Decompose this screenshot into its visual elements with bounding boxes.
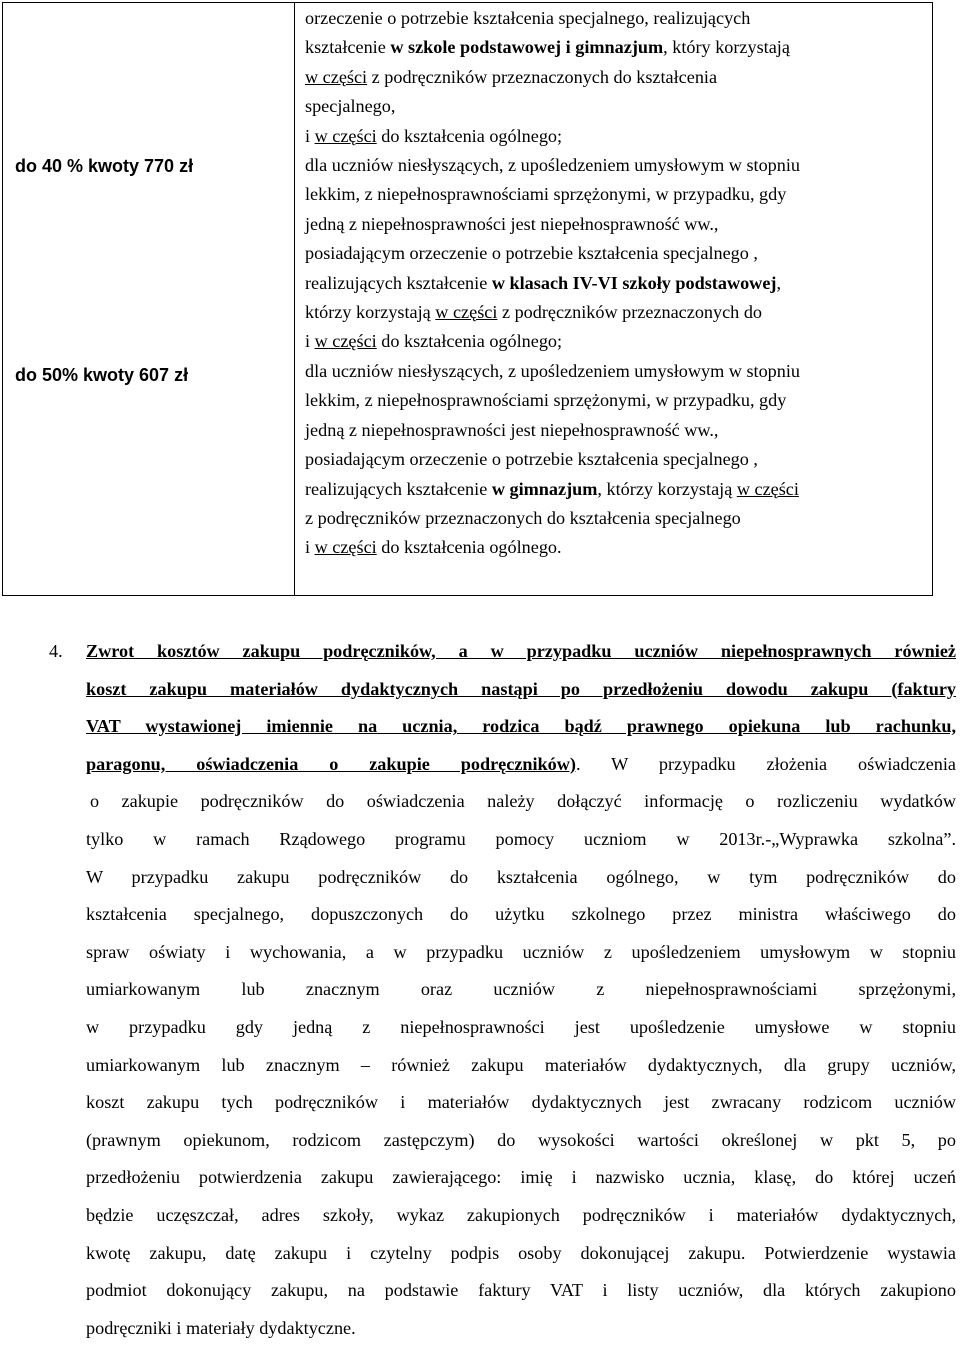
- text-span: do kształcenia ogólnego;: [376, 331, 563, 352]
- text-span: koszt zakupu tych podręczników i materiałów dydaktycznych jest zwracany rodzicom uczniów: [86, 1092, 956, 1113]
- text-span: , którzy korzystają: [597, 478, 737, 499]
- text-line: [305, 92, 932, 121]
- text-span: kształcenia specjalnego, dopuszczonych do użytku szkolnego przez ministra właściwego do: [86, 904, 956, 925]
- text-line: [86, 934, 956, 972]
- text-line: [305, 386, 932, 415]
- text-span: w przypadku gdy jedną z niepełnosprawności jest upośledzenie umysłowe w stopniu: [86, 1016, 956, 1037]
- text-span: VAT wystawionej imiennie na ucznia, rodzica bądź prawnego opiekuna lub rachunku,: [86, 716, 956, 737]
- text-span: w części: [314, 125, 377, 146]
- text-line: [86, 633, 956, 671]
- text-line: [305, 151, 932, 180]
- text-span: posiadającym orzeczenie o potrzebie kształcenia specjalnego ,: [305, 449, 758, 470]
- section-body: [86, 633, 956, 1347]
- text-line: [86, 783, 956, 821]
- eligibility-table: [2, 2, 933, 596]
- text-span: będzie uczęszczał, adres szkoły, wykaz zakupionych podręczników i materiałów dydaktycznych,: [86, 1204, 956, 1225]
- text-line: [305, 210, 932, 239]
- text-span: realizujących kształcenie: [305, 272, 492, 293]
- text-span: , który korzystają: [663, 37, 790, 58]
- text-line: [305, 122, 932, 151]
- text-span: tylko w ramach Rządowego programu pomocy uczniom w 2013r.-„Wyprawka szkolna”.: [86, 828, 956, 849]
- text-line: [305, 33, 932, 62]
- text-line: [86, 1009, 956, 1047]
- text-span: jedną z niepełnosprawności jest niepełnosprawność ww.,: [305, 213, 719, 234]
- text-span: i: [305, 331, 315, 352]
- text-line: [86, 1084, 956, 1122]
- text-span: w gimnazjum: [491, 478, 598, 499]
- text-line: [86, 1272, 956, 1310]
- text-line: [305, 239, 932, 268]
- text-line: [305, 180, 932, 209]
- text-span: z podręczników przeznaczonych do: [497, 302, 763, 323]
- text-span: umiarkowanym lub znacznym – również zakupu materiałów dydaktycznych, dla grupy uczniów,: [86, 1054, 956, 1075]
- text-line: [86, 1047, 956, 1085]
- text-line: [305, 298, 932, 327]
- text-span: posiadającym orzeczenie o potrzebie kształcenia specjalnego ,: [305, 243, 758, 264]
- text-line: [86, 821, 956, 859]
- section-number: 4.: [49, 641, 63, 661]
- text-span: W przypadku zakupu podręczników do kształcenia ogólnego, w tym podręczników do: [86, 866, 956, 887]
- text-span: w szkole podstawowej i gimnazjum: [390, 37, 664, 58]
- text-span: dla uczniów niesłyszących, z upośledzeniem umysłowym w stopniu: [305, 360, 800, 381]
- amount-label: do 50% kwoty 607 zł: [15, 365, 189, 385]
- text-span: orzeczenie o potrzebie kształcenia specjalnego, realizujących: [305, 8, 751, 28]
- text-line: [86, 1310, 956, 1348]
- text-line: [305, 416, 932, 445]
- text-line: [86, 1197, 956, 1235]
- text-line: [86, 671, 956, 709]
- text-span: w klasach IV-VI szkoły podstawowej: [491, 272, 777, 293]
- text-span: kwotę zakupu, datę zakupu i czytelny podpis osoby dokonującej zakupu. Potwierdzenie wystawia: [86, 1242, 956, 1263]
- amount-cell: [3, 3, 295, 596]
- text-span: którzy korzystają: [305, 302, 436, 323]
- table-row: [3, 3, 933, 596]
- text-span: kształcenie: [305, 37, 391, 58]
- text-line: [305, 533, 932, 562]
- text-span: lekkim, z niepełnosprawnościami sprzężonymi, w przypadku, gdy: [305, 390, 787, 411]
- text-line: [86, 1235, 956, 1273]
- text-span: (prawnym opiekunom, rodzicom zastępczym) do wysokości wartości określonej w pkt 5, po: [86, 1129, 956, 1150]
- text-span: paragonu, oświadczenia o zakupie podręczników): [86, 753, 576, 774]
- text-span: ,: [776, 272, 781, 293]
- text-span: i: [305, 125, 315, 146]
- description-text: [305, 4, 932, 563]
- text-line: [305, 445, 932, 474]
- text-span: w części: [435, 302, 498, 323]
- text-line: [86, 1159, 956, 1197]
- text-line: [305, 269, 932, 298]
- text-line: [305, 504, 932, 533]
- text-span: jedną z niepełnosprawności jest niepełnosprawność ww.,: [305, 419, 719, 440]
- text-span: podmiot dokonujący zakupu, na podstawie faktury VAT i listy uczniów, dla których zakupiono: [86, 1280, 956, 1301]
- text-span: do kształcenia ogólnego;: [376, 125, 563, 146]
- text-span: spraw oświaty i wychowania, a w przypadku uczniów z upośledzeniem umysłowym w stopniu: [86, 941, 956, 962]
- text-line: [305, 327, 932, 356]
- text-span: w części: [736, 478, 799, 499]
- text-span: . W przypadku złożenia oświadczenia: [575, 753, 956, 774]
- text-span: podręczniki i materiały dydaktyczne.: [86, 1317, 356, 1338]
- text-span: przedłożeniu potwierdzenia zakupu zawierającego: imię i nazwisko ucznia, klasę, do której uczeń: [86, 1167, 956, 1188]
- text-span: z podręczników przeznaczonych do kształcenia: [367, 66, 718, 87]
- text-line: [305, 357, 932, 386]
- text-span: z podręczników przeznaczonych do kształcenia specjalnego: [305, 507, 741, 528]
- text-span: do kształcenia ogólnego.: [376, 537, 562, 558]
- text-span: Zwrot kosztów zakupu podręczników, a w przypadku uczniów niepełnosprawnych również: [86, 641, 956, 661]
- text-line: [86, 896, 956, 934]
- text-line: [305, 475, 932, 504]
- text-span: koszt zakupu materiałów dydaktycznych nastąpi po przedłożeniu dowodu zakupu (faktury: [86, 678, 956, 699]
- text-line: [86, 708, 956, 746]
- text-line: [305, 63, 932, 92]
- text-span: w części: [305, 66, 368, 87]
- text-line: [86, 971, 956, 1009]
- section-4: [49, 633, 956, 1347]
- description-cell: [295, 3, 933, 596]
- text-span: o zakupie podręczników do oświadczenia należy dołączyć informację o rozliczeniu wydatków: [90, 791, 956, 812]
- text-line: [86, 746, 956, 784]
- text-span: dla uczniów niesłyszących, z upośledzeniem umysłowym w stopniu: [305, 155, 800, 176]
- text-line: [86, 859, 956, 897]
- text-line: [305, 4, 932, 33]
- text-span: w części: [314, 331, 377, 352]
- amount-label: do 40 % kwoty 770 zł: [15, 156, 194, 176]
- text-span: lekkim, z niepełnosprawnościami sprzężonymi, w przypadku, gdy: [305, 184, 787, 205]
- text-line: [86, 1122, 956, 1160]
- text-span: w części: [314, 537, 377, 558]
- text-span: specjalnego,: [305, 96, 396, 117]
- text-span: realizujących kształcenie: [305, 478, 492, 499]
- text-span: umiarkowanym lub znacznym oraz uczniów z niepełnosprawnościami sprzężonymi,: [86, 979, 956, 1000]
- text-span: i: [305, 537, 315, 558]
